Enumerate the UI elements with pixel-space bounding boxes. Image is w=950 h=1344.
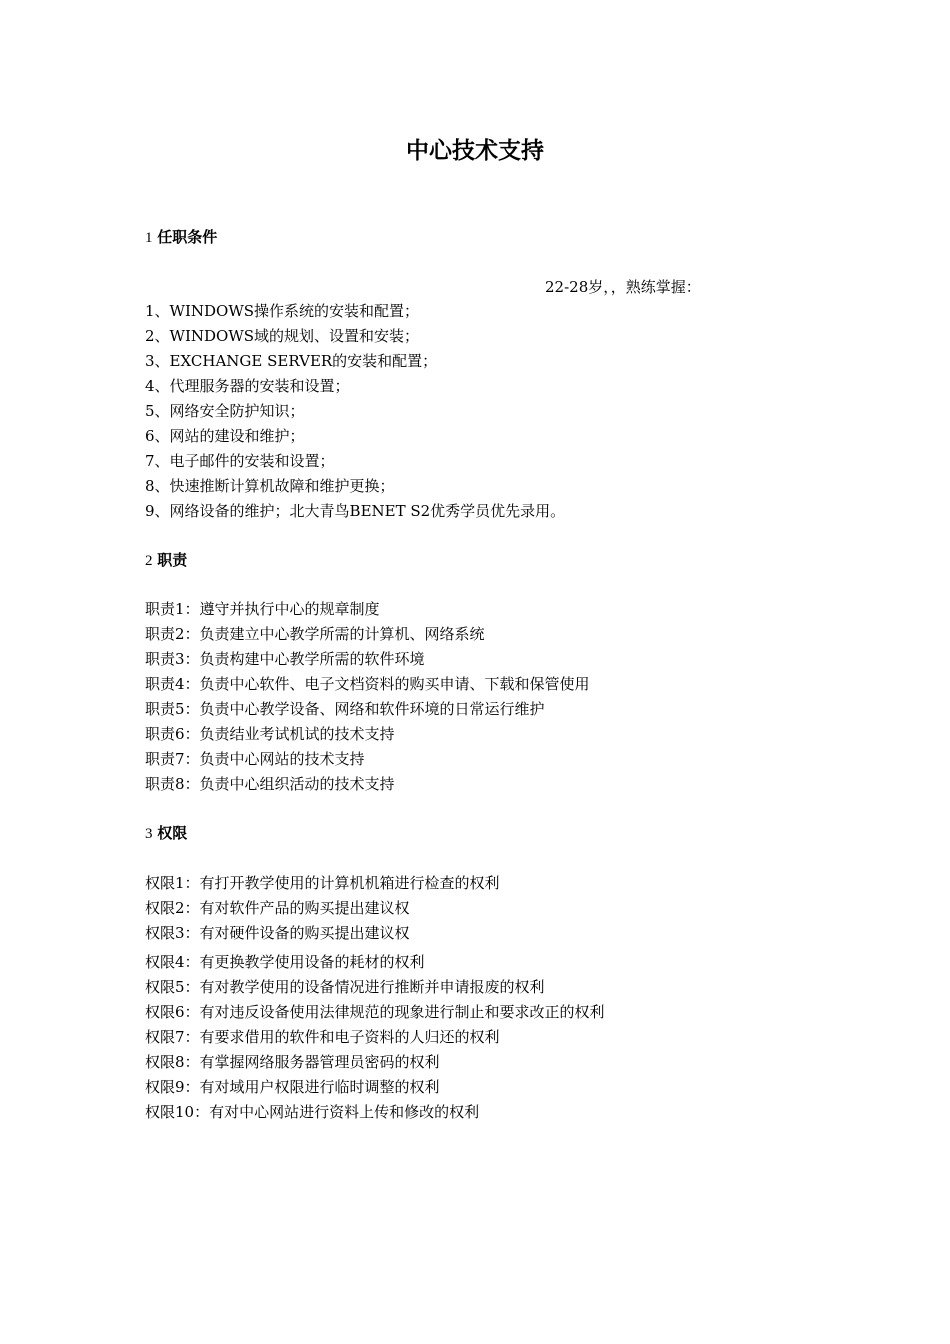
list-item: 权限1：有打开教学使用的计算机机箱进行检查的权利	[145, 874, 500, 892]
list-item: 3、EXCHANGE SERVER的安装和配置；	[145, 352, 438, 370]
list-item: 职责5：负责中心教学设备、网络和软件环境的日常运行维护	[145, 700, 545, 718]
list-item: 权限9：有对域用户权限进行临时调整的权利	[145, 1078, 440, 1096]
list-item: 职责1：遵守并执行中心的规章制度	[145, 600, 380, 618]
list-item: 权限2：有对软件产品的购买提出建议权	[145, 899, 410, 917]
list-item: 职责6：负责结业考试机试的技术支持	[145, 725, 395, 743]
list-item: 4、代理服务器的安装和设置；	[145, 377, 350, 395]
section-heading-rights	[145, 822, 187, 845]
rights-list-continued	[145, 950, 605, 1125]
document-title: 中心技术支持	[406, 138, 544, 164]
list-item: 2、WINDOWS域的规划、设置和安装；	[145, 327, 420, 345]
requirements-list	[145, 299, 565, 524]
section-heading-requirements	[145, 226, 217, 249]
requirements-intro: 22-28岁，，熟练掌握：	[545, 278, 701, 296]
list-item: 权限4：有更换教学使用设备的耗材的权利	[145, 953, 425, 971]
list-item: 权限3：有对硬件设备的购买提出建议权	[145, 924, 410, 942]
list-item: 权限8：有掌握网络服务器管理员密码的权利	[145, 1053, 440, 1071]
list-item: 1、WINDOWS操作系统的安装和配置；	[145, 302, 420, 320]
list-item: 权限5：有对教学使用的设备情况进行推断并申请报废的权利	[145, 978, 545, 996]
list-item: 职责3：负责构建中心教学所需的软件环境	[145, 650, 425, 668]
section-title: 职责	[157, 551, 188, 569]
list-item: 职责8：负责中心组织活动的技术支持	[145, 775, 395, 793]
list-item: 6、网站的建设和维护；	[145, 427, 305, 445]
section-heading-duties	[145, 549, 187, 572]
section-title: 任职条件	[157, 228, 218, 246]
section-number: 1	[145, 230, 153, 246]
section-title: 权限	[157, 824, 188, 842]
list-item: 职责7：负责中心网站的技术支持	[145, 750, 365, 768]
rights-list	[145, 871, 500, 946]
section-number: 3	[145, 826, 153, 842]
list-item: 7、电子邮件的安装和设置；	[145, 452, 335, 470]
list-item: 5、网络安全防护知识；	[145, 402, 305, 420]
list-item: 职责2：负责建立中心教学所需的计算机、网络系统	[145, 625, 485, 643]
section-number: 2	[145, 553, 153, 569]
list-item: 权限6：有对违反设备使用法律规范的现象进行制止和要求改正的权利	[145, 1003, 605, 1021]
list-item: 职责4：负责中心软件、电子文档资料的购买申请、下载和保管使用	[145, 675, 590, 693]
list-item: 8、快速推断计算机故障和维护更换；	[145, 477, 395, 495]
list-item: 权限10：有对中心网站进行资料上传和修改的权利	[145, 1103, 480, 1121]
duties-list	[145, 597, 590, 797]
list-item: 9、网络设备的维护；北大青鸟BENET S2优秀学员优先录用。	[145, 502, 566, 520]
list-item: 权限7：有要求借用的软件和电子资料的人归还的权利	[145, 1028, 500, 1046]
